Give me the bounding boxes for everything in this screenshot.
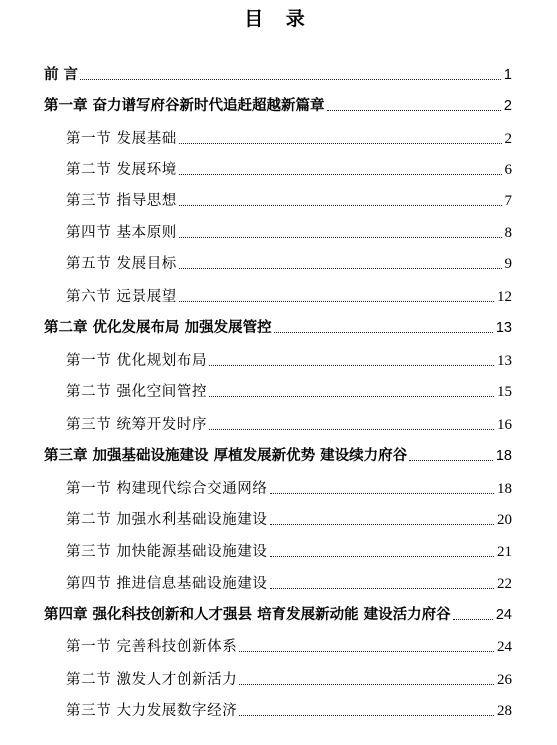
dot-leader (270, 523, 494, 525)
dot-leader (270, 492, 494, 494)
dot-leader (179, 236, 502, 238)
toc-page-number: 24 (497, 639, 512, 655)
toc-page-number: 12 (497, 289, 512, 305)
toc-chapter-entry (44, 91, 512, 115)
dot-leader (80, 78, 501, 80)
toc-section-entry (66, 218, 512, 242)
dot-leader (179, 267, 502, 269)
toc-entry-label: 第一节 发展基础 (66, 131, 177, 147)
toc-page-number: 24 (495, 607, 512, 623)
toc-page-number: 16 (497, 417, 512, 433)
toc-page-number: 13 (497, 353, 512, 369)
toc-entry-label: 第二节 发展环境 (66, 162, 177, 178)
toc-page-number: 1 (503, 67, 512, 83)
toc-section-entry (66, 474, 512, 498)
toc-entry-label: 第六节 远景展望 (66, 289, 177, 305)
toc-page-number: 8 (504, 225, 512, 241)
toc-page-number: 18 (497, 481, 512, 497)
toc-section-entry (66, 537, 512, 561)
dot-leader (274, 331, 493, 333)
dot-leader (270, 587, 494, 589)
dot-leader (239, 683, 494, 685)
toc-chapter-entry (44, 60, 512, 84)
toc-page-number: 20 (497, 512, 512, 528)
dot-leader (209, 428, 494, 430)
dot-leader (327, 109, 501, 111)
dot-leader (179, 300, 494, 302)
toc-entry-label: 前 言 (44, 67, 79, 83)
toc-section-entry (66, 346, 512, 370)
toc-section-entry (66, 377, 512, 401)
toc-entry-label: 第二节 强化空间管控 (66, 384, 208, 400)
toc-entry-label: 第二节 加强水利基础设施建设 (66, 512, 268, 528)
toc-chapter-entry (44, 600, 512, 624)
toc-page-number: 21 (497, 544, 512, 560)
toc-entry-label: 第四节 推进信息基础设施建设 (66, 576, 268, 592)
dot-leader (270, 555, 494, 557)
toc-page-number: 26 (497, 672, 512, 688)
toc-title: 目 录 (244, 8, 313, 30)
toc-entry-label: 第三节 指导思想 (66, 193, 177, 209)
toc-page-number: 22 (497, 576, 512, 592)
toc-entry-label: 第三节 统筹开发时序 (66, 417, 208, 433)
toc-entry-label: 第三章 加强基础设施建设 厚植发展新优势 建设续力府谷 (44, 448, 408, 464)
dot-leader (179, 204, 502, 206)
toc-section-entry (66, 696, 512, 720)
toc-entry-label: 第一节 完善科技创新体系 (66, 639, 238, 655)
toc-section-entry (66, 505, 512, 529)
toc-entry-label: 第四章 强化科技创新和人才强县 培育发展新动能 建设活力府谷 (44, 607, 451, 623)
dot-leader (209, 364, 494, 366)
dot-leader (239, 714, 494, 716)
toc-page-number: 2 (504, 131, 512, 147)
toc-entry-label: 第三节 大力发展数字经济 (66, 703, 238, 719)
dot-leader (209, 395, 494, 397)
toc-section-entry (66, 155, 512, 179)
dot-leader (409, 459, 493, 461)
dot-leader (179, 142, 502, 144)
toc-chapter-entry (44, 441, 512, 465)
toc-section-entry (66, 410, 512, 434)
toc-section-entry (66, 124, 512, 148)
toc-entry-label: 第一章 奋力谱写府谷新时代追赶超越新篇章 (44, 98, 325, 114)
toc-page-number: 2 (503, 98, 512, 114)
toc-section-entry (66, 186, 512, 210)
toc-chapter-entry (44, 313, 512, 337)
toc-section-entry (66, 282, 512, 306)
dot-leader (453, 618, 493, 620)
toc-section-entry (66, 632, 512, 656)
toc-entry-label: 第三节 加快能源基础设施建设 (66, 544, 268, 560)
toc-section-entry (66, 665, 512, 689)
dot-leader (239, 650, 494, 652)
toc-page-number: 28 (497, 703, 512, 719)
toc-page-number: 13 (495, 320, 512, 336)
toc-entry-label: 第二节 激发人才创新活力 (66, 672, 238, 688)
toc-page-number: 15 (497, 384, 512, 400)
dot-leader (179, 173, 502, 175)
toc-section-entry (66, 569, 512, 593)
toc-entry-label: 第四节 基本原则 (66, 225, 177, 241)
toc-entry-label: 第一节 构建现代综合交通网络 (66, 481, 268, 497)
toc-page-number: 18 (495, 448, 512, 464)
toc-entry-label: 第一节 优化规划布局 (66, 353, 208, 369)
toc-page-number: 6 (504, 162, 512, 178)
toc-section-entry (66, 249, 512, 273)
toc-page-number: 7 (504, 193, 512, 209)
toc-entry-label: 第二章 优化发展布局 加强发展管控 (44, 320, 272, 336)
toc-entry-label: 第五节 发展目标 (66, 256, 177, 272)
toc-page-number: 9 (504, 256, 512, 272)
